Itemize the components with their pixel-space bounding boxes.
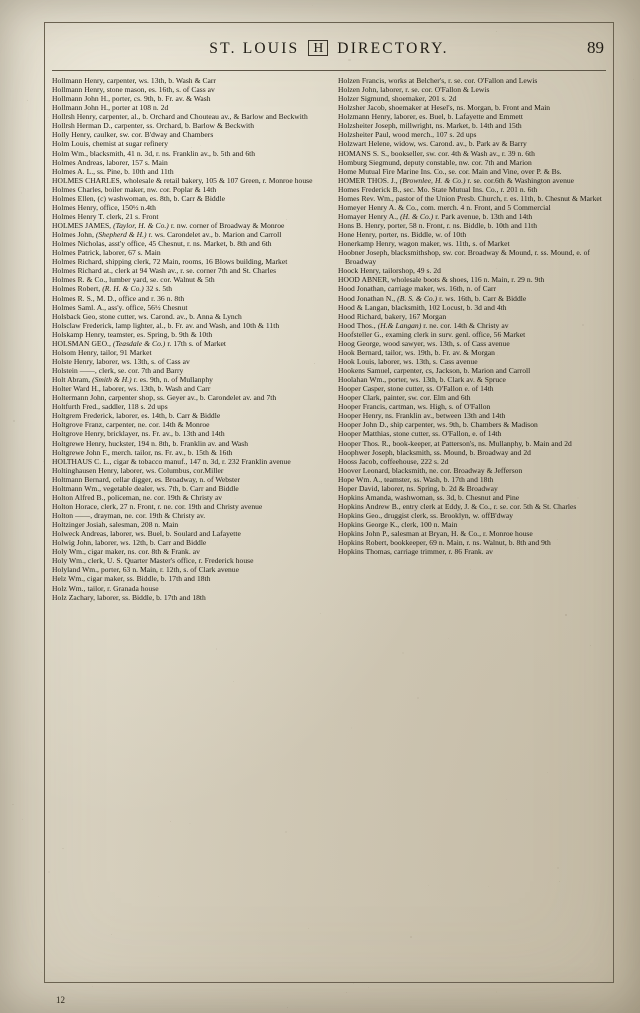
directory-entry: Hoophwer Joseph, blacksmith, ss. Mound, b. Broadway and 2d bbox=[338, 447, 531, 457]
directory-entry: Holzwart Helene, widow, ws. Carond. av., b. Park av & Barry bbox=[338, 139, 527, 149]
directory-entry: Hooper Thos. R., book-keeper, at Patterson's, ns. Mullanphy, b. Main and 2d bbox=[338, 438, 572, 448]
directory-entry: Holtinghausen Henry, laborer, ws. Columbus, cor.Miller bbox=[52, 465, 224, 475]
paper-speck bbox=[41, 972, 42, 973]
directory-entry: Hood Jonathan N., (B. S. & Co.) r. ws. 16th, b. Carr & Biddle bbox=[338, 293, 527, 303]
directory-entry: Holzsheiter Paul, wood merch., 107 s. 2d ups bbox=[338, 130, 477, 140]
directory-entry: Home Mutual Fire Marine Ins. Co., se. cor. Main and Vine, over P. & Bs. bbox=[338, 166, 562, 176]
directory-entry: Holmes Henry T. clerk, 21 s. Front bbox=[52, 211, 159, 221]
directory-entry: Hoolahan Wm., porter, ws. 13th, b. Clark av. & Spruce bbox=[338, 375, 506, 385]
header-title bbox=[52, 40, 606, 58]
directory-entry: Holzen John, laborer, r. se. cor. O'Fallon & Lewis bbox=[338, 85, 490, 95]
directory-entry: Hollmann Henry, stone mason, es. 16th, s. of Cass av bbox=[52, 85, 215, 95]
directory-entry: Hooper Casper, stone cutter, ss. O'Fallon e. of 14th bbox=[338, 384, 494, 394]
directory-entry: Holtgrove Franz, carpenter, ne. cor. 14th & Monroe bbox=[52, 420, 210, 430]
directory-entry: Holmes John, (Shepherd & H.) r. ws. Carondelet av., b. Marion and Carroll bbox=[52, 230, 282, 240]
paper-speck bbox=[496, 991, 497, 992]
page-number: 89 bbox=[587, 38, 604, 57]
directory-entry: Honerkamp Henry, wagon maker, ws. 11th, s. of Market bbox=[338, 239, 510, 249]
directory-entry: Hookens Samuel, carpenter, cs, Jackson, b. Marion and Carroll bbox=[338, 366, 531, 375]
directory-entry: Hood Richard, bakery, 167 Morgan bbox=[338, 311, 447, 321]
directory-entry: Homburg Siegmund, deputy constable, nw. cor. 7th and Marion bbox=[338, 157, 532, 167]
directory-entry: Holzsher Jacob, shoemaker at Hesel's, ns. Morgan, b. Front and Main bbox=[338, 103, 551, 113]
directory-entry: Holtmann Bernard, cellar digger, es. Broadway, n. of Webster bbox=[52, 474, 241, 484]
directory-entry: Homes Rev. Wm., pastor of the Union Presb. Church, r. es. 11th, b. Chesnut & Market bbox=[338, 193, 602, 203]
directory-entry: Holtgrewe John F., merch. tailor, ns. Fr. av., b. 15th & 16th bbox=[52, 447, 233, 457]
paper-speck bbox=[346, 992, 347, 993]
directory-entry: Hooper Henry, ns. Franklin av., between 13th and 14th bbox=[338, 411, 506, 421]
directory-entry: Holskamp Henry, teamster, es. Spring, b. 9th & 10th bbox=[52, 329, 213, 339]
directory-entry: Hopkins George K., clerk, 100 n. Main bbox=[338, 520, 458, 530]
directory-entry: Holsback Geo, stone cutter, ws. Carond. av., b. Anna & Lynch bbox=[52, 311, 242, 321]
directory-entry: Holzsheiter Joseph, millwright, ns. Market, b. 14th and 15th bbox=[338, 121, 522, 131]
directory-entry: Hopkins Geo., druggist clerk, ss. Brooklyn, w. offB'dway bbox=[338, 511, 514, 520]
column-left bbox=[52, 76, 329, 961]
directory-columns bbox=[52, 76, 606, 961]
directory-entry: Holmes Henry, office, 150½ n.4th bbox=[52, 202, 156, 212]
directory-entry: Holwig John, laborer, ws. 12th, b. Carr and Biddle bbox=[52, 538, 207, 548]
directory-entry: Holtmann Wm., vegetable dealer, ws. 7th, b. Carr and Biddle bbox=[52, 483, 239, 493]
directory-entry: Holly Henry, caulker, sw. cor. B'dway and Chambers bbox=[52, 130, 214, 140]
directory-entry: Homeyer Henry A. & Co., com. merch. 4 n. Front, and 5 Commercial bbox=[338, 202, 551, 212]
directory-entry: HOLMES JAMES, (Taylor, H. & Co.) r. nw. corner of Broadway & Monroe bbox=[52, 221, 285, 230]
directory-entry: Holmes A. L., ss. Pine, b. 10th and 11th bbox=[52, 166, 174, 176]
directory-entry: Holsclaw Frederick, lamp lighter, al., b. Fr. av. and Wash, and 10th & 11th bbox=[52, 320, 280, 330]
directory-entry: Holste Henry, laborer, ws. 13th, s. of Cass av bbox=[52, 356, 190, 366]
directory-entry: Hook Louis, laborer, ws. 13th, s. Cass avenue bbox=[338, 356, 478, 366]
directory-entry: Holmes Nicholas, asst'y office, 45 Chesnut, r. ns. Market, b. 8th and 6th bbox=[52, 239, 272, 249]
directory-entry: Hons B. Henry, porter, 58 n. Front, r. ns. Biddle, b. 10th and 11th bbox=[338, 221, 538, 230]
directory-entry: Hollmann John H., porter at 108 n. 2d bbox=[52, 103, 169, 113]
header-letter-box: H bbox=[308, 40, 328, 56]
directory-entry: Hooper Francis, cartman, ws. High, s. of O'Fallon bbox=[338, 402, 491, 412]
directory-entry: Homes Frederick B., sec. Mo. State Mutual Ins. Co., r. 201 n. 6th bbox=[338, 184, 538, 194]
directory-entry: Holter Ward H., laborer, ws. 13th, b. Wash and Carr bbox=[52, 384, 211, 394]
column-right bbox=[329, 76, 606, 961]
paper-speck bbox=[13, 420, 15, 422]
directory-entry: Hooper Clark, painter, sw. cor. Elm and 6th bbox=[338, 393, 471, 403]
paper-speck bbox=[27, 100, 28, 101]
directory-entry: Holton Horace, clerk, 27 n. Front, r. ne. cor. 19th and Christy avenue bbox=[52, 501, 263, 511]
directory-entry: Holmes Richard at., clerk at 94 Wash av., r. se. corner 7th and St. Charles bbox=[52, 266, 277, 276]
directory-entry: Hoper David, laborer, ns. Spring, b. 2d & Broadway bbox=[338, 483, 498, 493]
directory-entry: Holweck Andreas, laborer, ws. Buel, b. Soulard and Lafayette bbox=[52, 529, 241, 539]
directory-entry: HOLSMAN GEO., (Teasdale & Co.) r. 17th s. of Market bbox=[52, 338, 226, 348]
directory-entry: Holtermann John, carpenter shop, ss. Geyer av., b. Carondelet av. and 7th bbox=[52, 393, 277, 403]
directory-entry: Hopkins John P., salesman at Bryan, H. & Co., r. Monroe house bbox=[338, 529, 533, 539]
directory-entry: Holy Wm., cigar maker, ns. cor. 8th & Frank. av bbox=[52, 547, 200, 557]
directory-entry: Holm Wm., blacksmith, 41 n. 3d, r. ns. Franklin av., b. 5th and 6th bbox=[52, 148, 256, 158]
directory-entry: Hollmann John H., porter, cs. 9th, b. Fr. av. & Wash bbox=[52, 94, 211, 104]
directory-entry: HOMANS S. S., bookseller, sw. cor. 4th & Wash av., r. 39 n. 6th bbox=[338, 148, 535, 158]
directory-entry: Holzer Sigmund, shoemaker, 201 s. 2d bbox=[338, 94, 457, 104]
directory-entry: Holmes R. S., M. D., office and r. 36 n. 8th bbox=[52, 293, 185, 303]
directory-entry: Hooper John D., ship carpenter, ws. 9th, b. Chambers & Madison bbox=[338, 420, 538, 430]
directory-entry: Holtgrem Frederick, laborer, es. 14th, b. Carr & Biddle bbox=[52, 411, 221, 421]
directory-entry: Hoog George, wood sawyer, ws. 13th, s. of Cass avenue bbox=[338, 338, 510, 348]
directory-entry: Holtzinger Josiah, salesman, 208 n. Main bbox=[52, 520, 179, 530]
directory-entry: Hopkins Amanda, washwoman, ss. 3d, b. Chesnut and Pine bbox=[338, 492, 520, 502]
signature-mark: 12 bbox=[56, 995, 65, 1005]
directory-entry: HOOD ABNER, wholesale boots & shoes, 116 n. Main, r. 29 n. 9th bbox=[338, 275, 545, 285]
directory-entry: Hood & Langan, blacksmith, 102 Locust, b. 3d and 4th bbox=[338, 302, 507, 312]
directory-entry: Helz Wm., cigar maker, ss. Biddle, b. 17th and 18th bbox=[52, 574, 211, 584]
directory-entry: Hollrsh Henry, carpenter, al., b. Orchard and Chouteau av., & Barlow and Beckwith bbox=[52, 112, 308, 122]
directory-entry: Holz Zachary, laborer, ss. Biddle, b. 17th and 18th bbox=[52, 592, 206, 602]
directory-entry: Hoobner Joseph, blacksmithshop, sw. cor. Broadway & Mound, r. ss. Mound, e. of Broadway bbox=[338, 248, 590, 267]
directory-entry: Holton Alfred B., policeman, ne. cor. 19th & Christy av bbox=[52, 492, 223, 502]
directory-entry: Holsom Henry, tailor, 91 Market bbox=[52, 347, 152, 357]
paper-speck bbox=[21, 192, 23, 194]
directory-entry: Holton ——, drayman, ne. cor. 19th & Christy av. bbox=[52, 511, 206, 520]
paper-speck bbox=[12, 804, 13, 805]
paper-speck bbox=[353, 983, 354, 984]
directory-entry: Hoock Henry, tailorshop, 49 s. 2d bbox=[338, 266, 441, 276]
directory-entry: Hooss Jacob, coffeehouse, 222 s. 2d bbox=[338, 456, 449, 466]
directory-entry: Hood Thos., (H.& Langan) r. ne. cor. 14th & Christy av bbox=[338, 320, 509, 330]
directory-entry: Homayer Henry A., (H. & Co.) r. Park avenue, b. 13th and 14th bbox=[338, 211, 533, 221]
directory-entry: Hook Bernard, tailor, ws. 19th, b. Fr. av. & Morgan bbox=[338, 347, 495, 357]
directory-entry: Hoofsteller G., examing clerk in surv. genl. office, 56 Market bbox=[338, 329, 526, 339]
directory-entry: Holtfurth Fred., saddler, 118 s. 2d ups bbox=[52, 402, 168, 412]
directory-entry: Hoover Leonard, blacksmith, ne. cor. Broadway & Jefferson bbox=[338, 465, 523, 475]
directory-entry: Holz Wm., tailor, r. Granada house bbox=[52, 583, 159, 593]
paper-speck bbox=[312, 5, 313, 6]
directory-entry: Holmes Robert, (R. H. & Co.) 32 s. 5th bbox=[52, 284, 173, 294]
directory-entry: Holmes Saml. A., ass'y. office, 56½ Chesnut bbox=[52, 302, 188, 312]
page-header bbox=[52, 40, 606, 66]
paper-speck bbox=[368, 987, 369, 988]
directory-entry: Holtgrove Henry, bricklayer, ns. Fr. av., b. 13th and 14th bbox=[52, 429, 225, 439]
directory-entry: Holzen Francis, works at Belcher's, r. se. cor. O'Fallon and Lewis bbox=[338, 76, 538, 85]
directory-entry: Hope Wm. A., teamster, ss. Wash, b. 17th and 18th bbox=[338, 474, 494, 484]
directory-entry: Holmes Ellen, (c) washwoman, es. 8th, b. Carr & Biddle bbox=[52, 193, 226, 203]
directory-entry: Holmes R. & Co., lumber yard, se. cor. Walnut & 5th bbox=[52, 275, 215, 285]
directory-entry: HOLTHAUS C. L., cigar & tobacco manuf., 147 n. 3d, r. 232 Franklin avenue bbox=[52, 456, 291, 466]
directory-entry: Holmes Richard, shipping clerk, 72 Main, rooms, 16 Blows building, Market bbox=[52, 257, 288, 267]
paper-speck bbox=[287, 1007, 288, 1008]
directory-entry: Holt Abram, (Smith & H.) r. es. 9th, n. of Mullanphy bbox=[52, 375, 213, 385]
directory-entry: Holm Louis, chemist at sugar refinery bbox=[52, 139, 169, 149]
directory-entry: Hollmann Henry, carpenter, ws. 13th, b. Wash & Carr bbox=[52, 76, 216, 85]
directory-entry: Holmes Patrick, laborer, 67 s. Main bbox=[52, 248, 161, 258]
directory-entry: Hopkins Andrew B., entry clerk at Eddy, J. & Co., r. se. cor. 5th & St. Charles bbox=[338, 501, 577, 511]
paper-speck bbox=[92, 986, 93, 987]
header-title-right: DIRECTORY. bbox=[337, 40, 449, 57]
directory-entry: Holstein ——, clerk, se. cor. 7th and Barry bbox=[52, 366, 184, 375]
directory-entry: Hopkins Robert, bookkeeper, 69 n. Main, r. ns. Walnut, b. 8th and 9th bbox=[338, 538, 551, 548]
directory-entry: Holy Wm., clerk, U. S. Quarter Master's office, r. Frederick house bbox=[52, 556, 254, 566]
directory-entry: Hopkins Thomas, carriage trimmer, r. 86 Frank. av bbox=[338, 547, 493, 557]
directory-entry: Holmes Charles, boiler maker, nw. cor. Poplar & 14th bbox=[52, 184, 217, 194]
directory-entry: HOLMES CHARLES, wholesale & retail bakery, 105 & 107 Green, r. Monroe house bbox=[52, 175, 313, 185]
directory-entry: Hollrsh Herman D., carpenter, ss. Orchard, b. Barlow & Beckwith bbox=[52, 121, 255, 131]
directory-entry: HOMER THOS. J., (Brownlee, H. & Co.) r. se. cor.6th & Washington avenue bbox=[338, 175, 575, 185]
header-title-left: ST. LOUIS bbox=[209, 40, 300, 57]
paper-speck bbox=[22, 819, 23, 820]
directory-entry: Holyland Wm., porter, 63 n. Main, r. 12th, s. of Clark avenue bbox=[52, 565, 239, 575]
directory-entry: Hone Henry, porter, ns. Biddle, w. of 10th bbox=[338, 230, 467, 240]
directory-entry: Holtgrewe Henry, huckster, 194 n. 8th, b. Franklin av. and Wash bbox=[52, 438, 248, 448]
directory-entry: Hood Jonathan, carriage maker, ws. 16th, n. of Carr bbox=[338, 284, 497, 294]
header-rule bbox=[52, 70, 606, 71]
directory-entry: Holmes Andreas, laborer, 157 s. Main bbox=[52, 157, 168, 167]
directory-entry: Hooper Matthias, stone cutter, ss. O'Fallon, e. of 14th bbox=[338, 429, 502, 439]
directory-entry: Holzmann Henry, laborer, es. Buel, b. Lafayette and Emmett bbox=[338, 112, 523, 122]
